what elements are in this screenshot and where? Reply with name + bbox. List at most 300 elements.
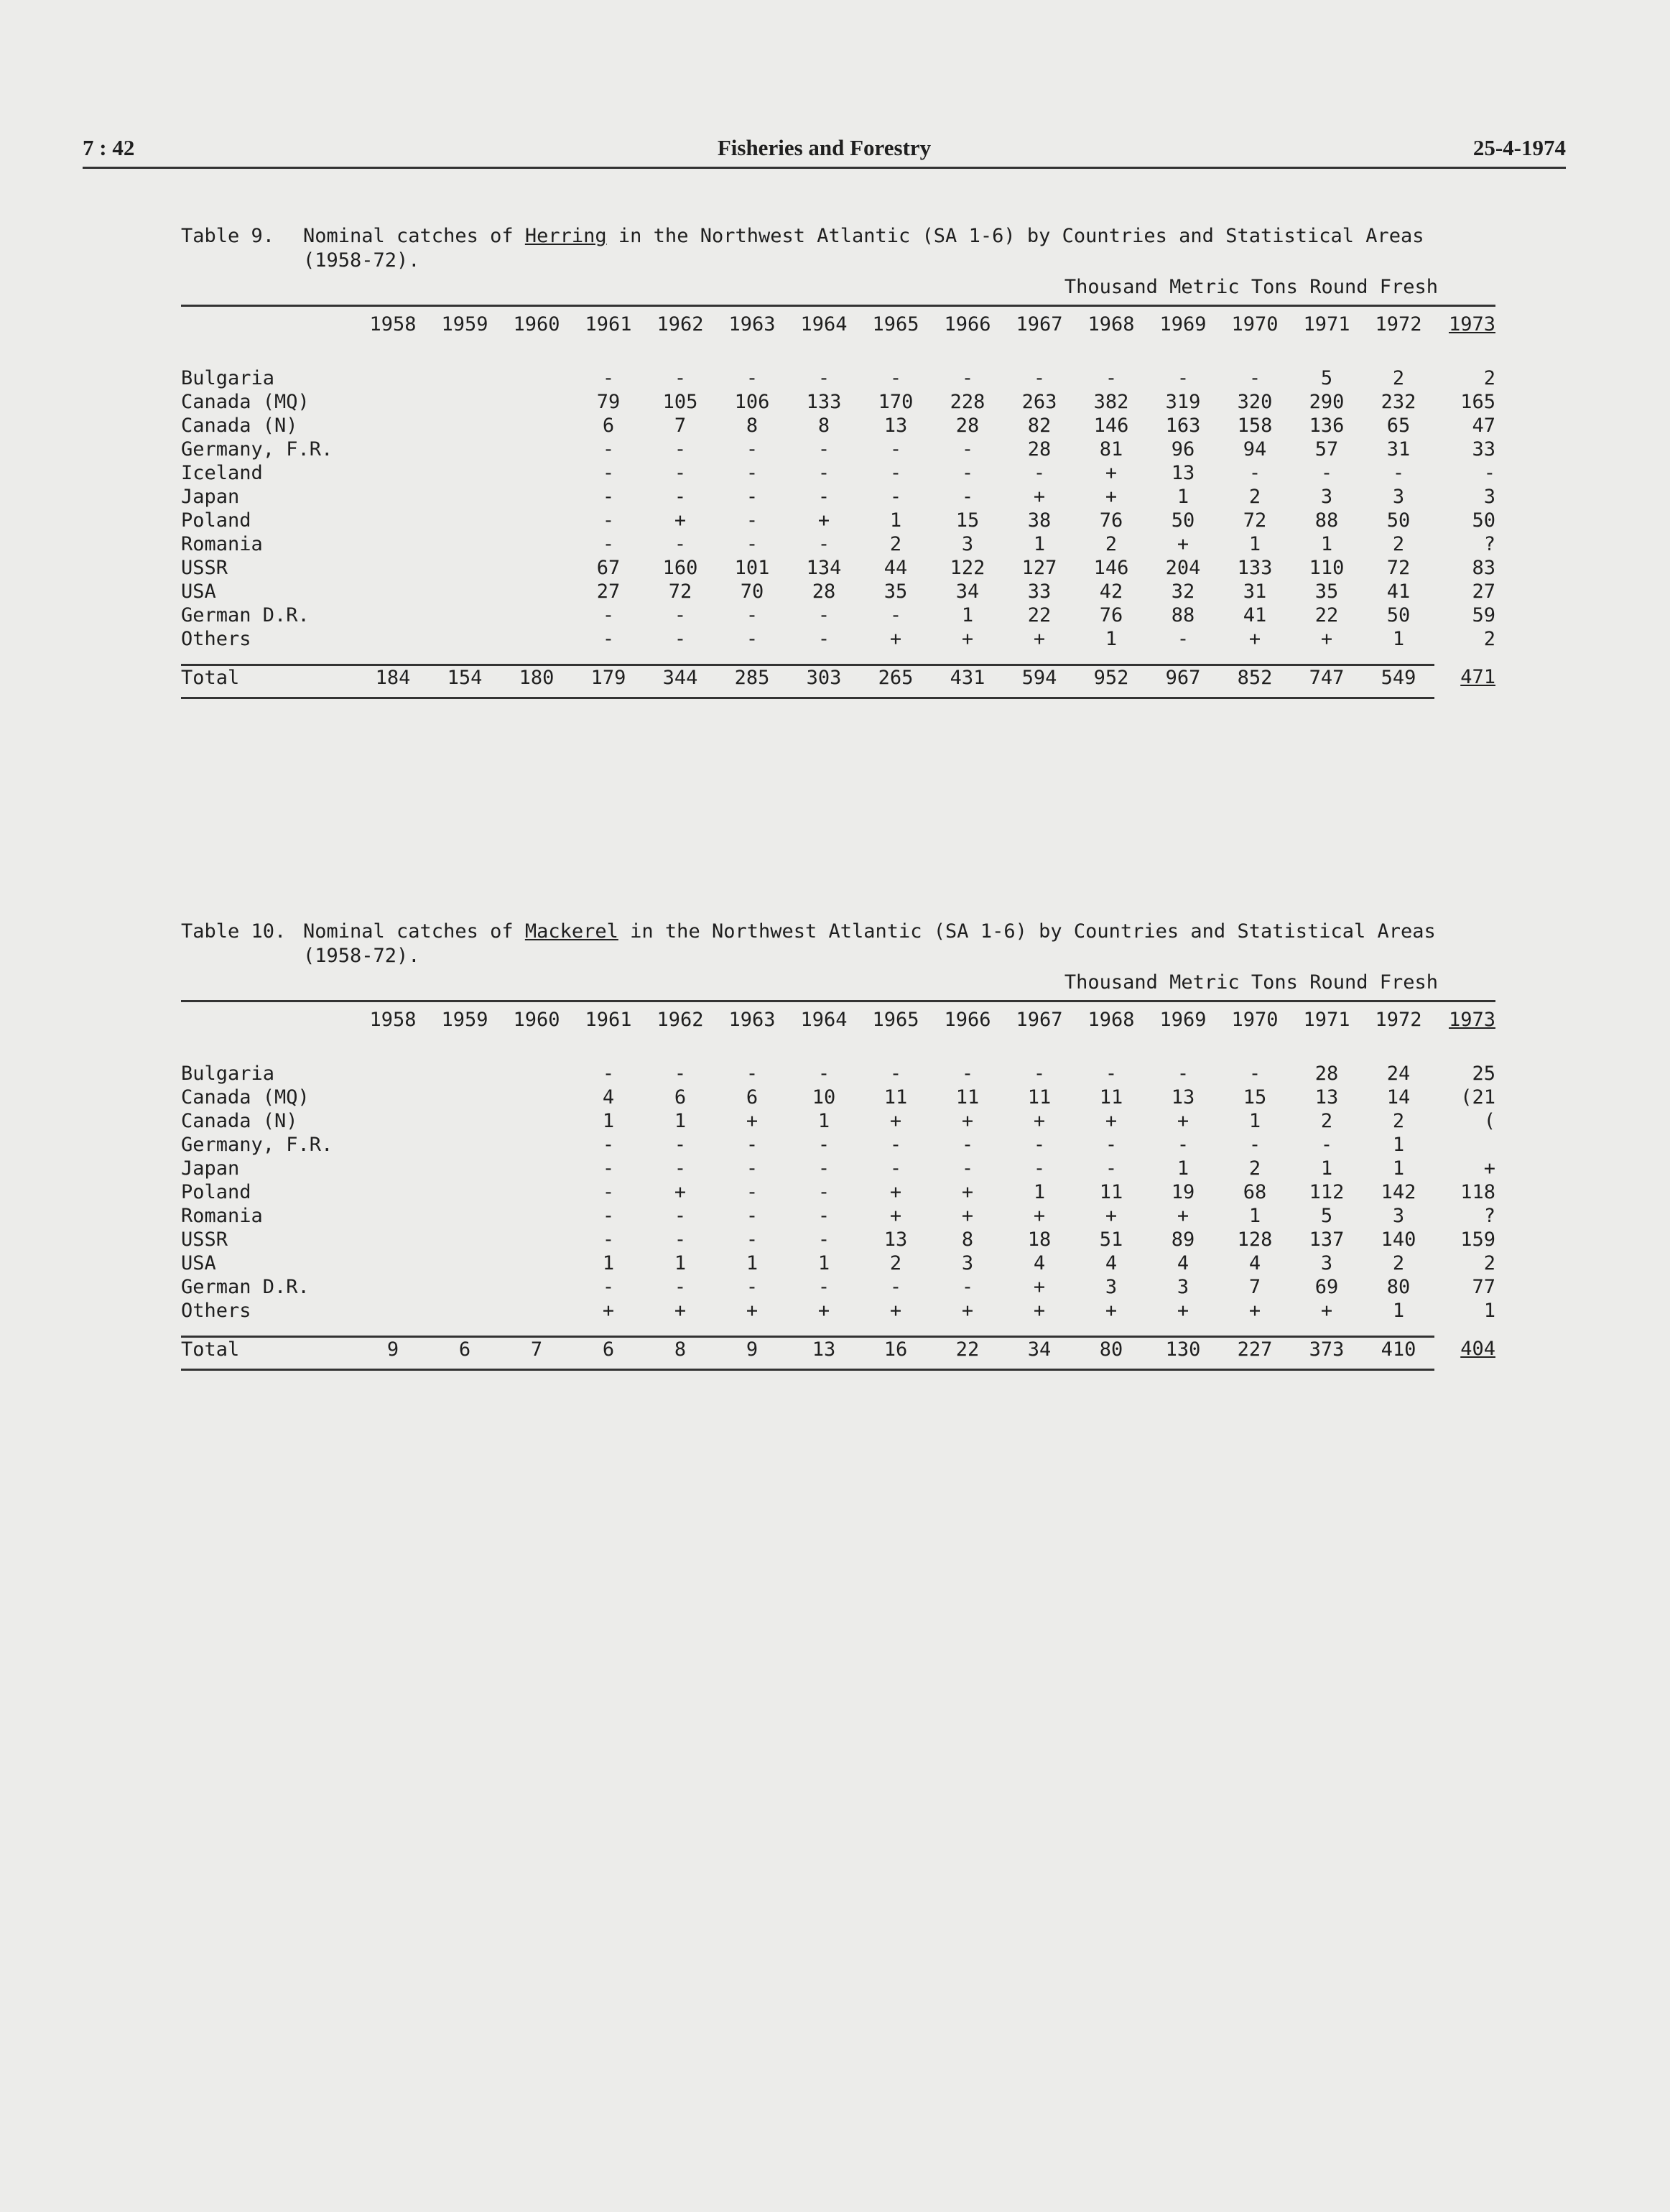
country-name: Others xyxy=(181,628,251,650)
catch-value: 2 xyxy=(1392,367,1405,389)
catch-value: 89 xyxy=(1171,1228,1195,1251)
catch-value: 13 xyxy=(883,1228,908,1251)
total-row xyxy=(181,1337,1495,1362)
catch-value: - xyxy=(746,486,759,508)
catch-value: - xyxy=(1105,367,1118,389)
catch-value: 35 xyxy=(1314,580,1339,603)
table-label: Table 9. xyxy=(181,225,275,247)
catch-value: + xyxy=(1105,1300,1118,1322)
catch-value: 158 xyxy=(1237,415,1273,437)
table-caption xyxy=(181,224,1495,273)
year-header: 1972 xyxy=(1375,1009,1422,1031)
catch-value: 47 xyxy=(1472,415,1495,437)
table-row xyxy=(181,1157,1495,1180)
year-header: 1970 xyxy=(1231,1009,1279,1031)
catch-value: 146 xyxy=(1093,557,1129,579)
catch-value: + xyxy=(1177,1110,1189,1132)
catch-value: + xyxy=(889,628,902,650)
catch-value xyxy=(501,580,572,603)
catch-value: 13 xyxy=(1171,1086,1195,1109)
catch-value xyxy=(429,1062,501,1086)
catch-value: - xyxy=(746,1181,759,1203)
catch-value: 9 xyxy=(746,1338,759,1361)
catch-value xyxy=(501,532,572,556)
catch-value: - xyxy=(602,367,615,389)
catch-value: 1 xyxy=(961,604,974,626)
catch-value: + xyxy=(1177,533,1189,555)
catch-value: + xyxy=(1033,628,1046,650)
catch-value: 1 xyxy=(674,1110,687,1132)
catch-value: + xyxy=(1105,462,1118,484)
catch-value: + xyxy=(1320,628,1333,650)
catch-value: 1 xyxy=(1248,1110,1261,1132)
catch-value: 13 xyxy=(1314,1086,1339,1109)
catch-value: 1 xyxy=(1392,1134,1405,1156)
catch-value: 2 xyxy=(1392,533,1405,555)
spacer xyxy=(1434,1361,1495,1370)
catch-value: + xyxy=(1033,1110,1046,1132)
catch-value: - xyxy=(674,628,687,650)
year-header: 1968 xyxy=(1087,313,1135,335)
catch-value: + xyxy=(961,628,974,650)
catch-value: 11 xyxy=(883,1086,908,1109)
catch-value: - xyxy=(1033,1134,1046,1156)
catch-value: (21 xyxy=(1460,1086,1495,1109)
table-row xyxy=(181,414,1495,438)
catch-value: 77 xyxy=(1472,1276,1495,1298)
country-name: Germany, F.R. xyxy=(181,438,333,461)
catch-value: 19 xyxy=(1171,1181,1195,1203)
catch-value: 1 xyxy=(889,509,902,532)
catch-value: 28 xyxy=(1027,438,1052,461)
spacer-row xyxy=(181,343,1495,366)
catch-value: 4 xyxy=(1177,1252,1189,1274)
catch-value: 3 xyxy=(1483,486,1495,508)
catch-value: 76 xyxy=(1099,509,1123,532)
catch-value: - xyxy=(602,462,615,484)
catch-value: - xyxy=(1248,1063,1261,1085)
catch-value: 14 xyxy=(1386,1086,1411,1109)
catch-value: - xyxy=(602,604,615,626)
catch-value: - xyxy=(961,486,974,508)
catch-value: 1 xyxy=(746,1252,759,1274)
catch-value xyxy=(357,1109,429,1133)
catch-value: + xyxy=(746,1300,759,1322)
catch-value: - xyxy=(961,367,974,389)
catch-value xyxy=(429,509,501,532)
catch-value: 2 xyxy=(1392,1252,1405,1274)
catch-value xyxy=(501,1086,572,1109)
country-name: Japan xyxy=(181,486,240,508)
catch-value xyxy=(501,1251,572,1275)
catch-value: 11 xyxy=(955,1086,980,1109)
catch-value: 3 xyxy=(961,1252,974,1274)
catch-value: 404 xyxy=(1460,1338,1495,1361)
catch-value: 80 xyxy=(1099,1338,1123,1361)
catch-value xyxy=(357,1157,429,1180)
header-blank xyxy=(181,1002,357,1038)
catch-value: 410 xyxy=(1381,1338,1416,1361)
catch-value: 3 xyxy=(1320,486,1333,508)
catch-value xyxy=(501,1062,572,1086)
page-header xyxy=(83,131,1566,169)
catch-value: 471 xyxy=(1460,666,1495,689)
year-header: 1964 xyxy=(800,313,848,335)
catch-value: 382 xyxy=(1093,391,1129,413)
total-rule xyxy=(181,651,1434,665)
catch-value: - xyxy=(746,462,759,484)
spacer xyxy=(181,1038,1495,1062)
catch-value: 41 xyxy=(1386,580,1411,603)
catch-value: + xyxy=(674,1300,687,1322)
catch-value xyxy=(357,1299,429,1323)
catch-value xyxy=(429,1133,501,1157)
country-name: Japan xyxy=(181,1157,240,1180)
table-row xyxy=(181,390,1495,414)
catch-value: - xyxy=(674,533,687,555)
catch-value xyxy=(429,461,501,485)
table-row xyxy=(181,485,1495,509)
catch-value: 67 xyxy=(596,557,621,579)
table-9-herring xyxy=(181,224,1495,699)
country-name: USSR xyxy=(181,1228,228,1251)
catch-value: 747 xyxy=(1309,667,1345,689)
year-header: 1962 xyxy=(657,1009,704,1031)
year-header: 1960 xyxy=(513,313,560,335)
country-name: Others xyxy=(181,1300,251,1322)
catch-value: - xyxy=(817,604,830,626)
catch-value xyxy=(501,1204,572,1228)
spacer xyxy=(181,343,1495,366)
catch-value: 2 xyxy=(1105,533,1118,555)
catch-value: - xyxy=(1177,367,1189,389)
catch-value: 1 xyxy=(1392,628,1405,650)
catch-value: - xyxy=(1177,1134,1189,1156)
catch-value: 13 xyxy=(1171,462,1195,484)
catch-value: - xyxy=(674,1205,687,1227)
catch-value xyxy=(429,603,501,627)
catch-value: 42 xyxy=(1099,580,1123,603)
catch-value: - xyxy=(817,1276,830,1298)
catch-value xyxy=(501,366,572,390)
catch-value xyxy=(357,1062,429,1086)
catch-value: 81 xyxy=(1099,438,1123,461)
catch-value: 34 xyxy=(1027,1338,1052,1361)
catch-value xyxy=(429,438,501,461)
catch-value: + xyxy=(1177,1205,1189,1227)
catch-value: - xyxy=(674,604,687,626)
catch-value: - xyxy=(817,1205,830,1227)
catch-value: 79 xyxy=(596,391,621,413)
catch-value: + xyxy=(817,509,830,532)
catch-value: + xyxy=(674,509,687,532)
catch-value: 1 xyxy=(1392,1157,1405,1180)
catch-value: 110 xyxy=(1309,557,1345,579)
catch-value: - xyxy=(674,1157,687,1180)
catch-value: 18 xyxy=(1027,1228,1052,1251)
catch-value: 2 xyxy=(1248,1157,1261,1180)
catch-value: 285 xyxy=(734,667,770,689)
catch-value xyxy=(429,580,501,603)
catch-value: 38 xyxy=(1027,509,1052,532)
catch-value xyxy=(429,532,501,556)
catch-value: 35 xyxy=(883,580,908,603)
catch-value: - xyxy=(889,1157,902,1180)
catch-value: + xyxy=(817,1300,830,1322)
catch-value: 180 xyxy=(519,667,555,689)
catch-value xyxy=(357,1133,429,1157)
catch-value: - xyxy=(602,1157,615,1180)
catch-value: 127 xyxy=(1021,557,1057,579)
catch-value xyxy=(357,532,429,556)
catch-value: 146 xyxy=(1093,415,1129,437)
catch-value xyxy=(501,390,572,414)
catch-value: - xyxy=(602,438,615,461)
year-header: 1959 xyxy=(441,313,488,335)
catch-value: - xyxy=(889,1134,902,1156)
catch-value: - xyxy=(746,533,759,555)
catch-value xyxy=(1434,1133,1495,1157)
catch-value: 50 xyxy=(1386,604,1411,626)
year-header: 1970 xyxy=(1231,313,1279,335)
catch-value: - xyxy=(602,1276,615,1298)
country-name: Iceland xyxy=(181,462,263,484)
catch-value xyxy=(357,1204,429,1228)
table-10-mackerel xyxy=(181,920,1495,1371)
catch-value xyxy=(429,1228,501,1251)
catch-value: 2 xyxy=(1483,628,1495,650)
catch-value: 76 xyxy=(1099,604,1123,626)
catch-value: ? xyxy=(1483,533,1495,555)
catch-value xyxy=(429,1086,501,1109)
year-header-row xyxy=(181,1002,1495,1038)
species-name: Herring xyxy=(524,225,607,247)
catch-value: + xyxy=(1320,1300,1333,1322)
country-name: Canada (N) xyxy=(181,1110,298,1132)
catch-value: - xyxy=(602,1205,615,1227)
catch-value: 80 xyxy=(1386,1276,1411,1298)
year-header-row xyxy=(181,307,1495,343)
year-header: 1969 xyxy=(1159,313,1207,335)
catch-value: 22 xyxy=(1027,604,1052,626)
year-header: 1967 xyxy=(1016,1009,1063,1031)
country-name: Poland xyxy=(181,1181,251,1203)
table-row xyxy=(181,1228,1495,1251)
year-header: 1973 xyxy=(1448,1009,1495,1031)
year-header: 1965 xyxy=(872,313,919,335)
spacer-row xyxy=(181,1038,1495,1062)
catch-value xyxy=(357,1180,429,1204)
catch-value: 2 xyxy=(1483,1252,1495,1274)
catch-value: 68 xyxy=(1243,1181,1267,1203)
catch-value: 7 xyxy=(530,1338,543,1361)
catch-value: 227 xyxy=(1237,1338,1273,1361)
species-name: Mackerel xyxy=(524,920,618,943)
year-header: 1961 xyxy=(585,313,632,335)
table-row xyxy=(181,1133,1495,1157)
catch-value: - xyxy=(817,1181,830,1203)
catch-value: - xyxy=(1248,462,1261,484)
catch-value: 57 xyxy=(1314,438,1339,461)
catch-value: + xyxy=(961,1181,974,1203)
catch-value: + xyxy=(1033,486,1046,508)
catch-value: 3 xyxy=(1392,486,1405,508)
spacer xyxy=(1434,1323,1495,1337)
catch-value xyxy=(501,1133,572,1157)
catch-value: - xyxy=(817,367,830,389)
catch-value: - xyxy=(1177,1063,1189,1085)
catch-value: - xyxy=(1105,1134,1118,1156)
year-header: 1964 xyxy=(800,1009,848,1031)
catch-value: 88 xyxy=(1171,604,1195,626)
catch-value: 204 xyxy=(1165,557,1201,579)
catch-value xyxy=(429,1109,501,1133)
catch-value: 1 xyxy=(1105,628,1118,650)
year-header: 1966 xyxy=(944,1009,991,1031)
catch-value: 22 xyxy=(1314,604,1339,626)
catch-value: - xyxy=(817,533,830,555)
catch-value: 7 xyxy=(1248,1276,1261,1298)
year-header: 1958 xyxy=(369,1009,417,1031)
catch-value: - xyxy=(674,438,687,461)
publication-date: 25-4-1974 xyxy=(1472,135,1566,160)
country-name: Canada (MQ) xyxy=(181,1086,310,1109)
catch-value: 303 xyxy=(806,667,842,689)
catch-value xyxy=(429,1275,501,1299)
catch-value: 2 xyxy=(1248,486,1261,508)
catch-value xyxy=(357,366,429,390)
table-title: Nominal catches of Herring in the Northwest Atlantic (SA 1-6) by Countries and Statistical Areas (1958-72). xyxy=(303,225,1424,272)
catch-value: - xyxy=(674,367,687,389)
catch-value: - xyxy=(746,1205,759,1227)
units-label: Thousand Metric Tons Round Fresh xyxy=(1064,276,1438,298)
header-blank xyxy=(181,307,357,343)
catch-value: - xyxy=(746,604,759,626)
catch-value: 9 xyxy=(386,1338,399,1361)
catch-value: - xyxy=(817,486,830,508)
catch-value xyxy=(429,1204,501,1228)
catch-value xyxy=(501,556,572,580)
catch-value: 3 xyxy=(1320,1252,1333,1274)
catch-value: 31 xyxy=(1243,580,1267,603)
catch-value: - xyxy=(1248,1134,1261,1156)
catch-value: 33 xyxy=(1027,580,1052,603)
country-name: Canada (N) xyxy=(181,415,298,437)
catch-value: 88 xyxy=(1314,509,1339,532)
catch-value: 112 xyxy=(1309,1181,1345,1203)
catch-value: 3 xyxy=(1177,1276,1189,1298)
catch-value: 70 xyxy=(740,580,764,603)
catch-value: 160 xyxy=(662,557,698,579)
country-name: Bulgaria xyxy=(181,1063,275,1085)
catch-value xyxy=(357,414,429,438)
catch-value xyxy=(501,461,572,485)
catch-value: - xyxy=(817,1063,830,1085)
catch-value xyxy=(357,580,429,603)
country-name: German D.R. xyxy=(181,1276,310,1298)
catch-value: - xyxy=(889,1063,902,1085)
catch-value: 5 xyxy=(1320,367,1333,389)
catch-value: + xyxy=(1248,1300,1261,1322)
catch-value: - xyxy=(1177,628,1189,650)
catch-value: - xyxy=(746,1228,759,1251)
catch-value xyxy=(501,414,572,438)
table-row xyxy=(181,509,1495,532)
catch-value xyxy=(501,1180,572,1204)
country-name: Bulgaria xyxy=(181,367,275,389)
catch-value: 431 xyxy=(950,667,985,689)
catch-value: + xyxy=(961,1300,974,1322)
catch-value: 4 xyxy=(602,1086,615,1109)
catch-value: 154 xyxy=(447,667,483,689)
catch-value: - xyxy=(1033,1157,1046,1180)
year-header: 1971 xyxy=(1303,1009,1350,1031)
catch-value: 2 xyxy=(889,533,902,555)
catch-value: + xyxy=(1033,1276,1046,1298)
table-caption xyxy=(181,920,1495,968)
country-name: USSR xyxy=(181,557,228,579)
year-header: 1966 xyxy=(944,313,991,335)
spacer xyxy=(1434,690,1495,698)
country-name: Poland xyxy=(181,509,251,532)
catch-value: 5 xyxy=(1320,1205,1333,1227)
catch-value: 320 xyxy=(1237,391,1273,413)
catch-value: 1 xyxy=(817,1110,830,1132)
catch-value: - xyxy=(746,1157,759,1180)
catch-value: - xyxy=(746,438,759,461)
catch-value: - xyxy=(961,462,974,484)
catch-value xyxy=(501,627,572,651)
catch-value: 34 xyxy=(955,580,980,603)
data-table xyxy=(181,1002,1495,1371)
catch-value: + xyxy=(1177,1300,1189,1322)
catch-value: - xyxy=(961,1063,974,1085)
catch-value: 1 xyxy=(1248,533,1261,555)
catch-value: 94 xyxy=(1243,438,1267,461)
catch-value xyxy=(357,1275,429,1299)
catch-value: 6 xyxy=(602,1338,615,1361)
catch-value: - xyxy=(602,1134,615,1156)
catch-value: + xyxy=(1033,1300,1046,1322)
catch-value: - xyxy=(1483,462,1495,484)
country-name: Romania xyxy=(181,533,263,555)
catch-value: 344 xyxy=(662,667,698,689)
catch-value: 8 xyxy=(674,1338,687,1361)
catch-value: 265 xyxy=(878,667,914,689)
units-label: Thousand Metric Tons Round Fresh xyxy=(1064,971,1438,994)
catch-value: + xyxy=(1105,486,1118,508)
catch-value xyxy=(501,1109,572,1133)
table-row xyxy=(181,1109,1495,1133)
catch-value: 6 xyxy=(746,1086,759,1109)
catch-value xyxy=(501,1275,572,1299)
catch-value: 16 xyxy=(883,1338,908,1361)
catch-value: 8 xyxy=(746,415,759,437)
catch-value: - xyxy=(602,509,615,532)
catch-value: 8 xyxy=(961,1228,974,1251)
table-row xyxy=(181,627,1495,651)
catch-value: - xyxy=(746,509,759,532)
table-row xyxy=(181,603,1495,627)
country-name: German D.R. xyxy=(181,604,310,626)
catch-value: 1 xyxy=(1033,1181,1046,1203)
catch-value: 179 xyxy=(590,667,626,689)
year-header: 1963 xyxy=(728,1009,776,1031)
catch-value: 11 xyxy=(1027,1086,1052,1109)
catch-value: 22 xyxy=(955,1338,980,1361)
catch-value: 28 xyxy=(955,415,980,437)
rule-row xyxy=(181,690,1495,698)
